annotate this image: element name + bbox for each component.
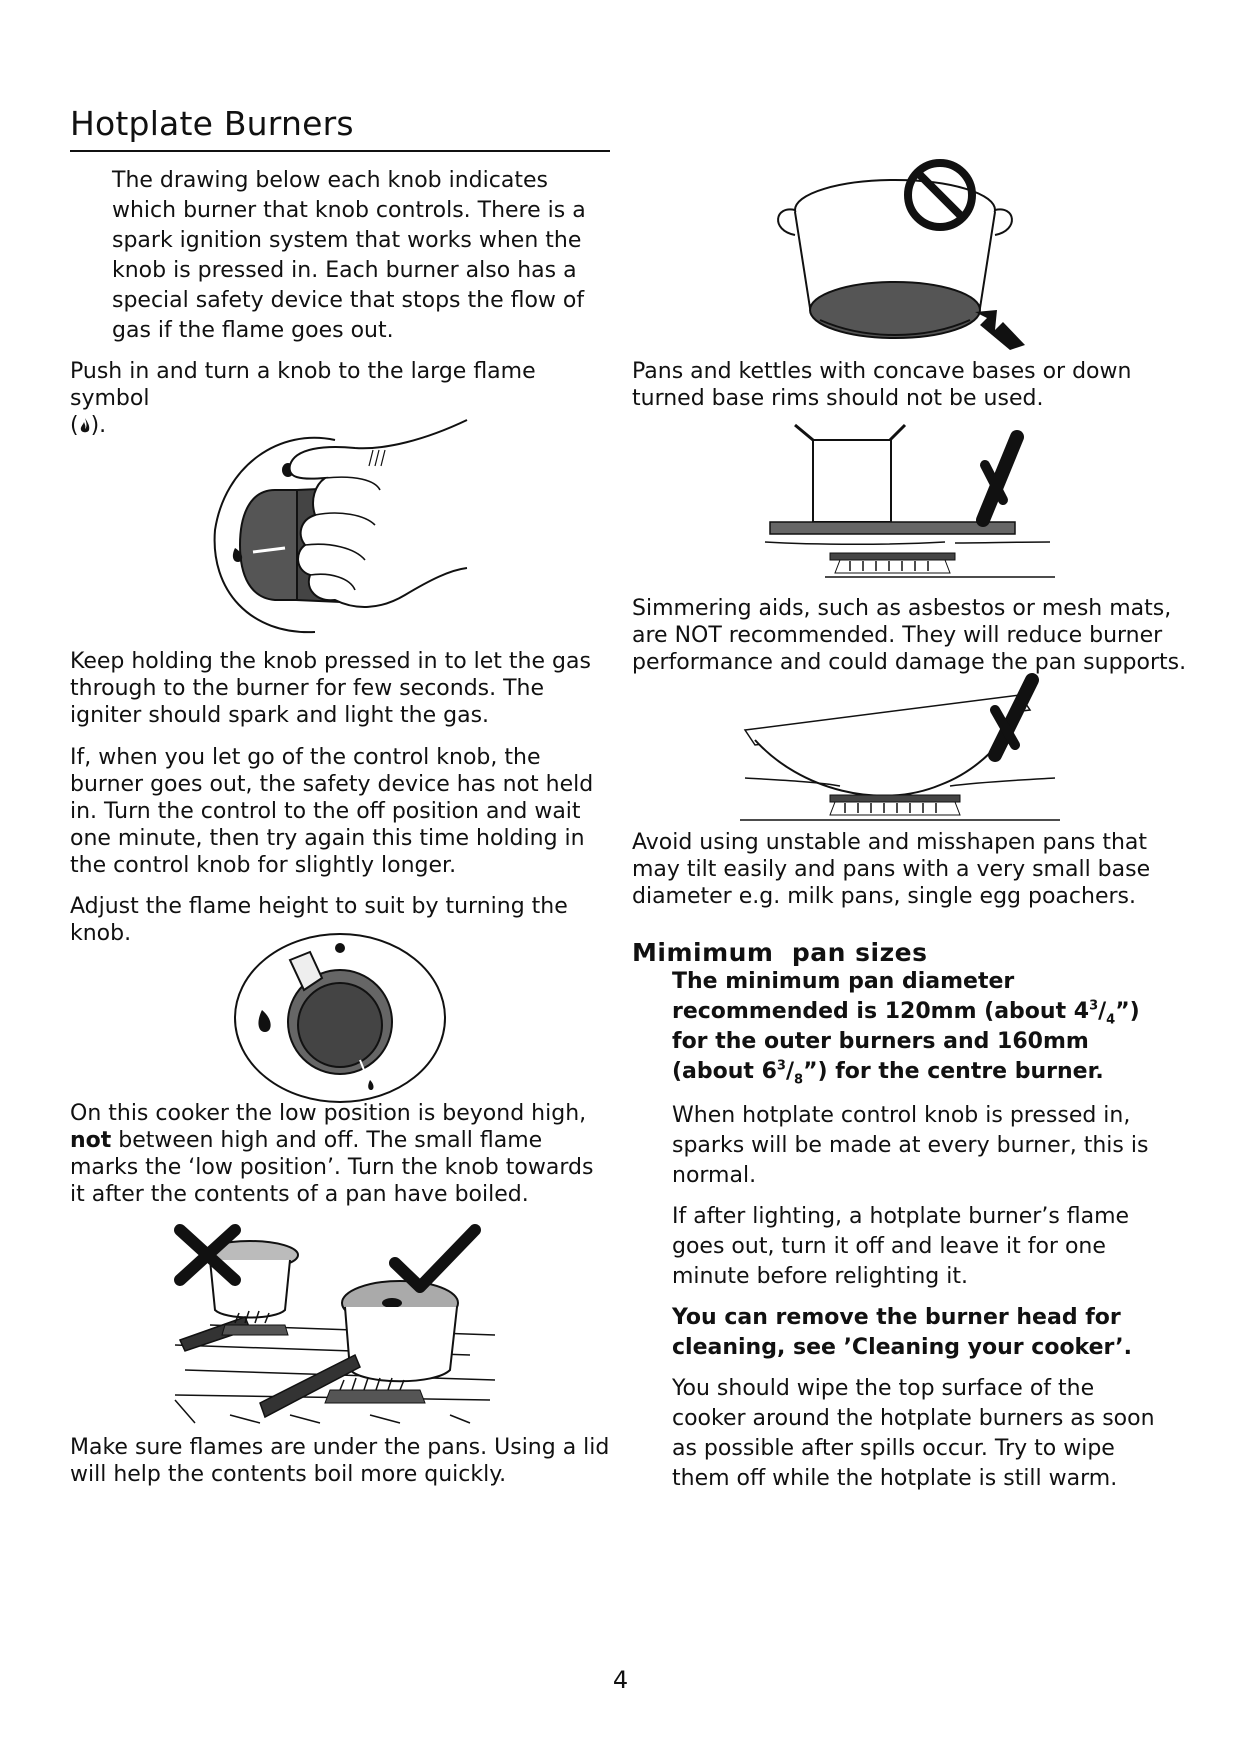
sparks-paragraph: When hotplate control knob is pressed in, sparks will be made at every burner, this is normal. [672,1103,1149,1188]
simmering-paragraph: Simmering aids, such as asbestos or mesh mats, are NOT recommended. They will reduce burner performance and could damage the pan supports. [632,596,1187,675]
holding-paragraph: Keep holding the knob pressed in to let the gas through to the burner for few seconds. The igniter should spark and light the gas. [70,649,591,728]
unstable-paragraph: Avoid using unstable and misshapen pans that may tilt easily and pans with a very small base diameter e.g. milk pans, single egg poachers. [632,830,1151,909]
remove-burner-paragraph: You can remove the burner head for cleaning, see ’Cleaning your cooker’. [672,1305,1133,1360]
page-title: Hotplate Burners [70,104,354,143]
intro-paragraph: The drawing below each knob indicates which burner that knob controls. There is a spark ignition system that works when the knob is pressed in. Each burner also has a special safety device that stops the flow of gas if the flame goes out. [112,168,586,343]
concave-pan-illustration [765,150,1030,350]
unstable-pan-illustration [740,690,1060,830]
relight-paragraph: If after lighting, a hotplate burner’s flame goes out, turn it off and leave it for one minute before relighting it. [672,1204,1130,1289]
pans-on-burners-illustration [170,1225,500,1425]
section-heading-pan-sizes: Mimimum pan sizes [632,938,928,967]
letgo-paragraph: If, when you let go of the control knob, the burner goes out, the safety device has not held in. Turn the control to the off position and wait one minute, then try again this time holding in the control knob for slightly longer. [70,745,594,878]
title-rule [70,150,610,152]
low-position-paragraph: On this cooker the low position is beyond high, not between high and off. The small flame marks the ‘low position’. Turn the knob towards it after the contents of a pan have boiled. [70,1101,594,1207]
pan-sizes-paragraph: The minimum pan diameter recommended is 120mm (about $4^3/_4$”) for the outer burners and 160mm (about $6^3/_8$”) for the centre burner. [672,969,1140,1088]
wipe-paragraph: You should wipe the top surface of the cooker around the hotplate burners as soon as possible after spills occur. Try to wipe them off while the hotplate is still warm. [672,1376,1155,1491]
page-number: 4 [612,1666,629,1694]
simmering-aid-illustration [755,425,1055,590]
large-flame-icon [79,417,91,435]
adjust-paragraph: Adjust the flame height to suit by turning the knob. [70,894,568,946]
concave-paragraph: Pans and kettles with concave bases or down turned base rims should not be used. [632,359,1132,411]
hand-pressing-knob-illustration [205,420,475,645]
push-paragraph: Push in and turn a knob to the large flame symbol ( ). [70,359,536,438]
control-knob-illustration [232,930,448,1105]
flames-paragraph: Make sure flames are under the pans. Using a lid will help the contents boil more quickly. [70,1435,610,1487]
